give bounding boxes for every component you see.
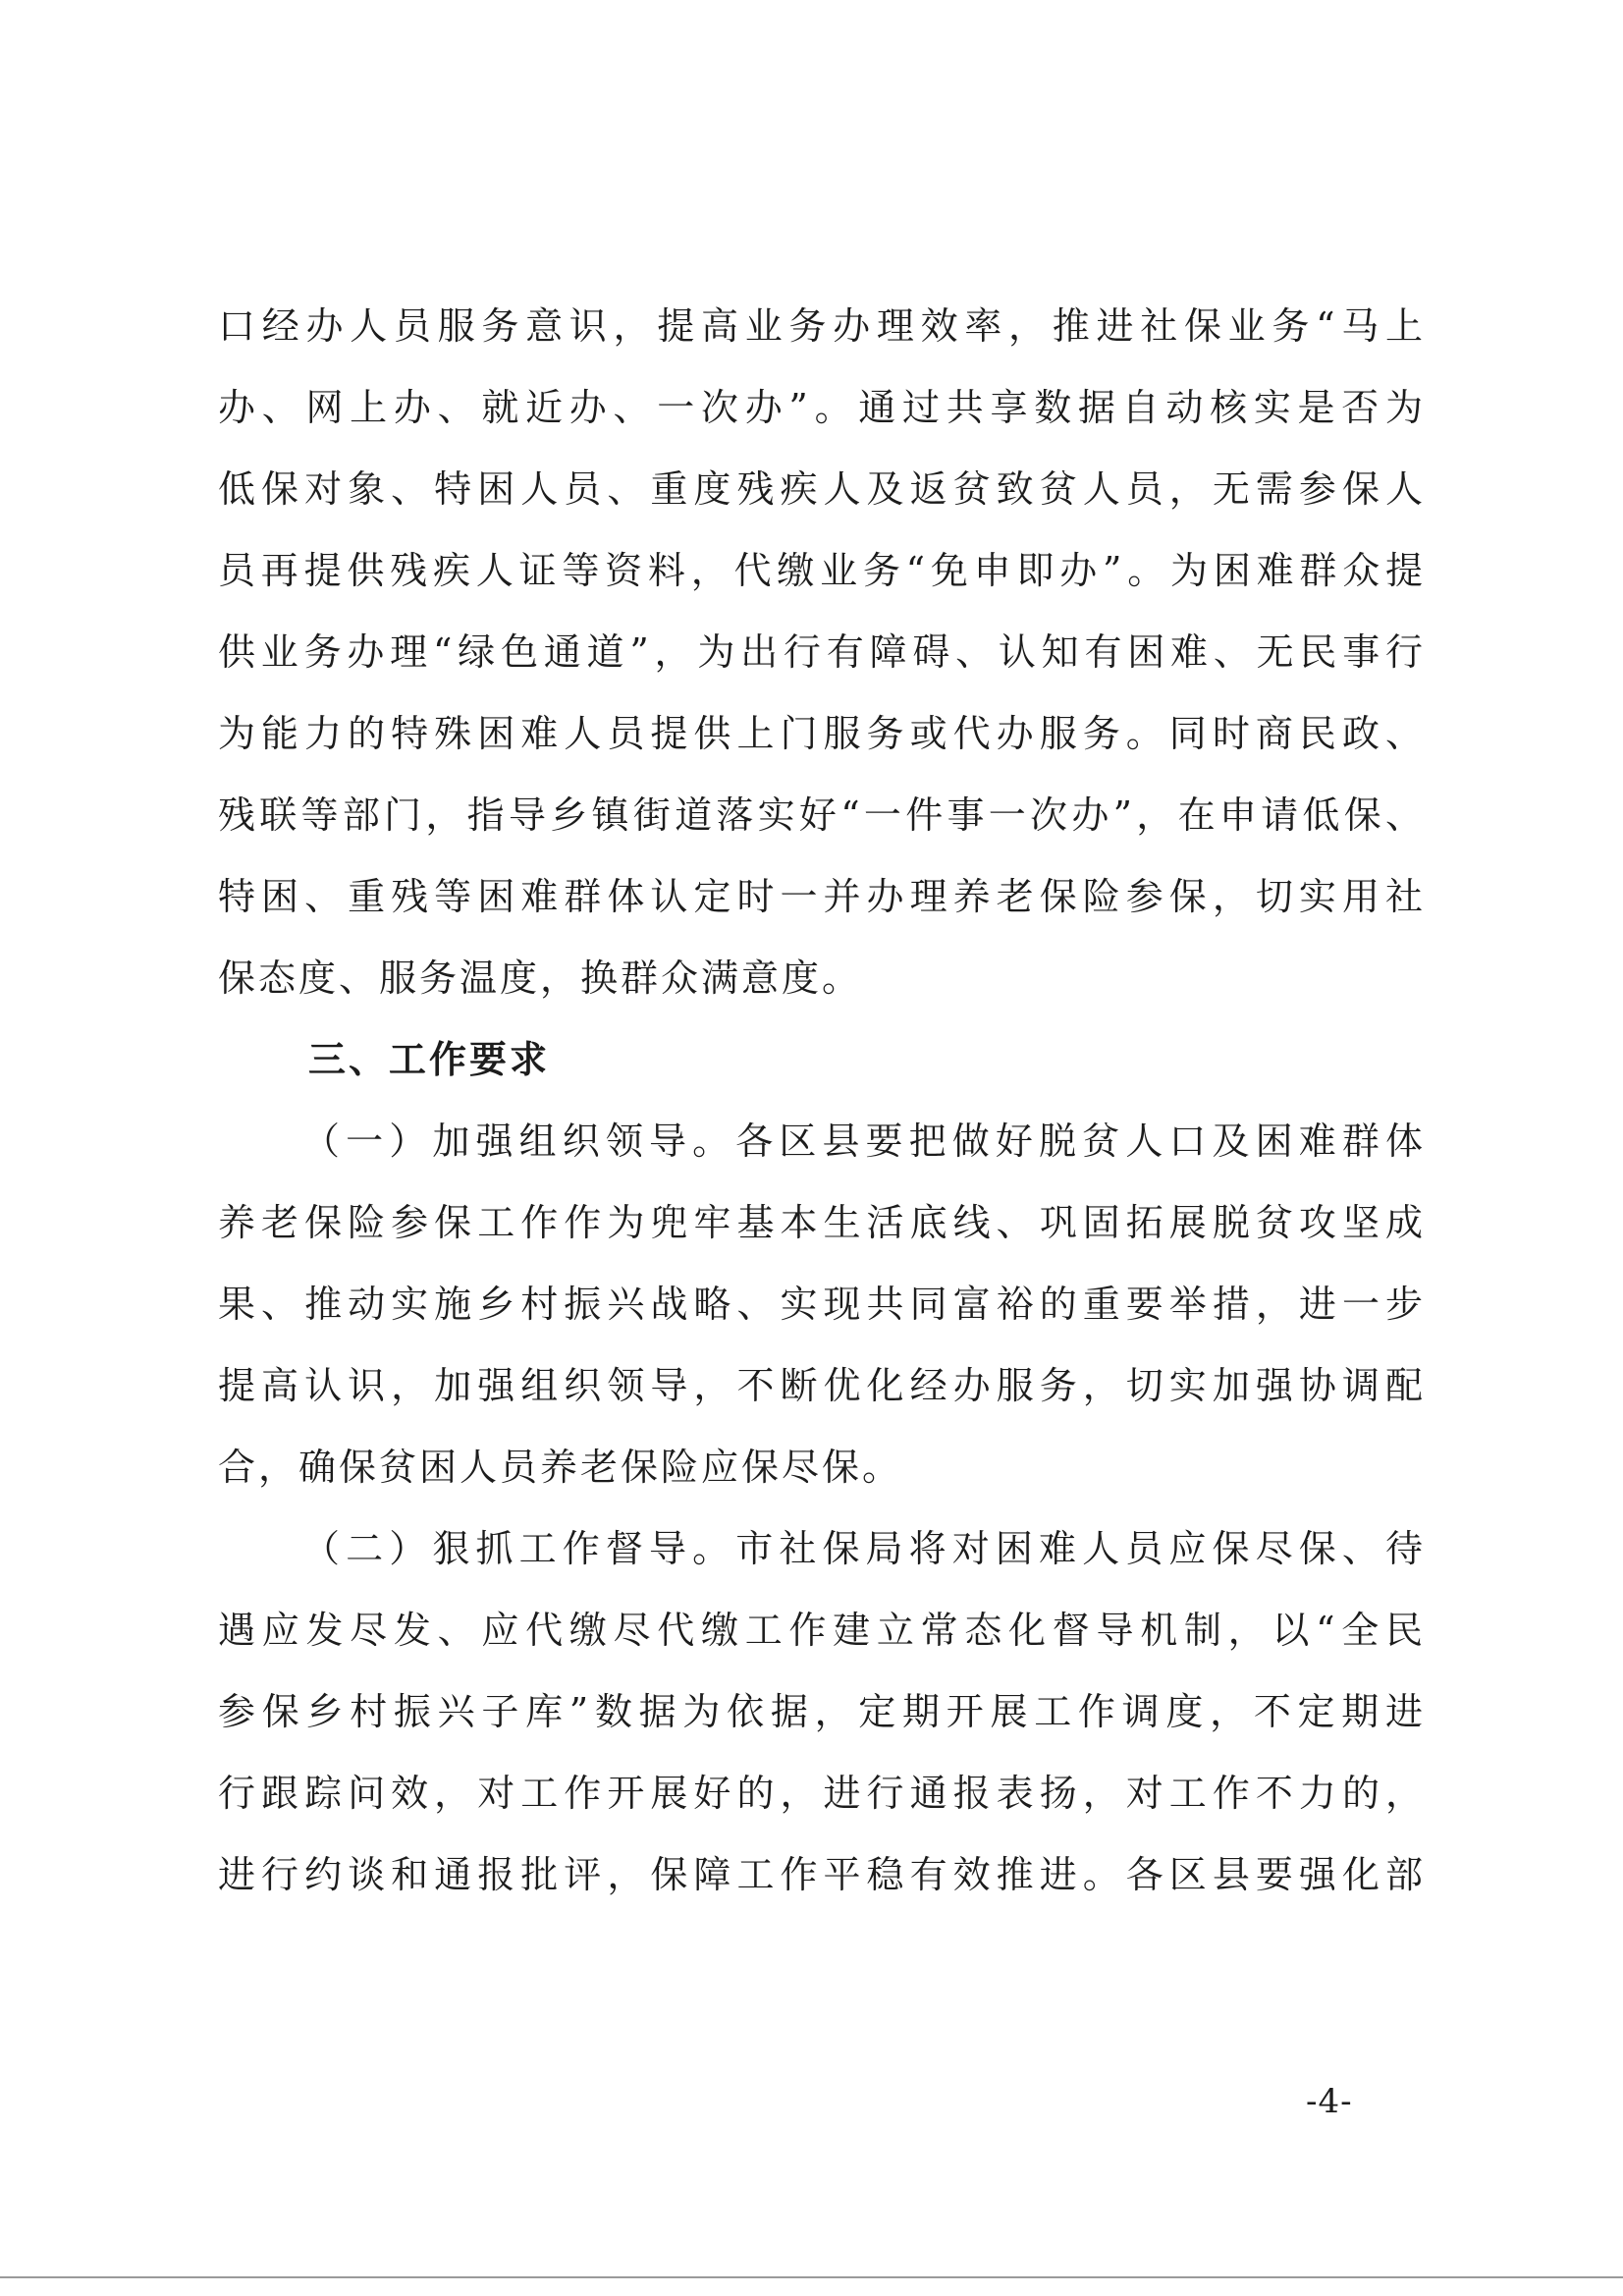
text-line: 低保对象、特困人员、重度残疾人及返贫致贫人员，无需参保人	[218, 467, 1426, 511]
text-line: 各区县要把做好脱贫人口及困难群体	[735, 1120, 1426, 1163]
text-line: 残联等部门，指导乡镇街道落实好“一件事一次办”，在申请低保、	[218, 793, 1426, 837]
text-line: 参保乡村振兴子库”数据为依据，定期开展工作调度，不定期进	[218, 1690, 1426, 1733]
text-line: 合，确保贫困人员养老保险应保尽保。	[218, 1446, 903, 1489]
text-line: 口经办人员服务意识，提高业务办理效率，推进社保业务“马上	[218, 304, 1426, 348]
text-line: 遇应发尽发、应代缴尽代缴工作建立常态化督导机制，以“全民	[218, 1609, 1426, 1652]
text-line: 果、推动实施乡村振兴战略、实现共同富裕的重要举措，进一步	[218, 1283, 1426, 1326]
text-line: 保态度、服务温度，换群众满意度。	[218, 957, 863, 1000]
paragraph-first-line	[218, 1508, 1426, 1590]
text-line: 提高认识，加强组织领导，不断优化经办服务，切实加强协调配	[218, 1364, 1426, 1407]
text-line: 市社保局将对困难人员应保尽保、待	[735, 1527, 1426, 1570]
text-line: 办、网上办、就近办、一次办”。通过共享数据自动核实是否为	[218, 386, 1426, 429]
text-line: 进行约谈和通报批评，保障工作平稳有效推进。各区县要强化部	[218, 1853, 1426, 1896]
bottom-divider	[0, 2276, 1623, 2278]
text-line: 员再提供残疾人证等资料，代缴业务“免申即办”。为困难群众提	[218, 549, 1426, 592]
text-line: 供业务办理“绿色通道”，为出行有障碍、认知有困难、无民事行	[218, 630, 1426, 674]
paragraph-first-line	[218, 1101, 1426, 1182]
body-text	[218, 286, 1426, 1916]
text-line: 为能力的特殊困难人员提供上门服务或代办服务。同时商民政、	[218, 712, 1426, 755]
text-line: 养老保险参保工作作为兜牢基本生活底线、巩固拓展脱贫攻坚成	[218, 1201, 1426, 1244]
page-number: -4-	[1306, 2082, 1353, 2121]
text-line: 特困、重残等困难群体认定时一并办理养老保险参保，切实用社	[218, 875, 1426, 918]
section-title: （一）加强组织领导。	[302, 1120, 736, 1163]
section-title: （二）狠抓工作督导。	[302, 1527, 736, 1570]
section-heading: 三、工作要求	[308, 1038, 551, 1081]
text-line: 行跟踪问效，对工作开展好的，进行通报表扬，对工作不力的，	[218, 1772, 1426, 1815]
